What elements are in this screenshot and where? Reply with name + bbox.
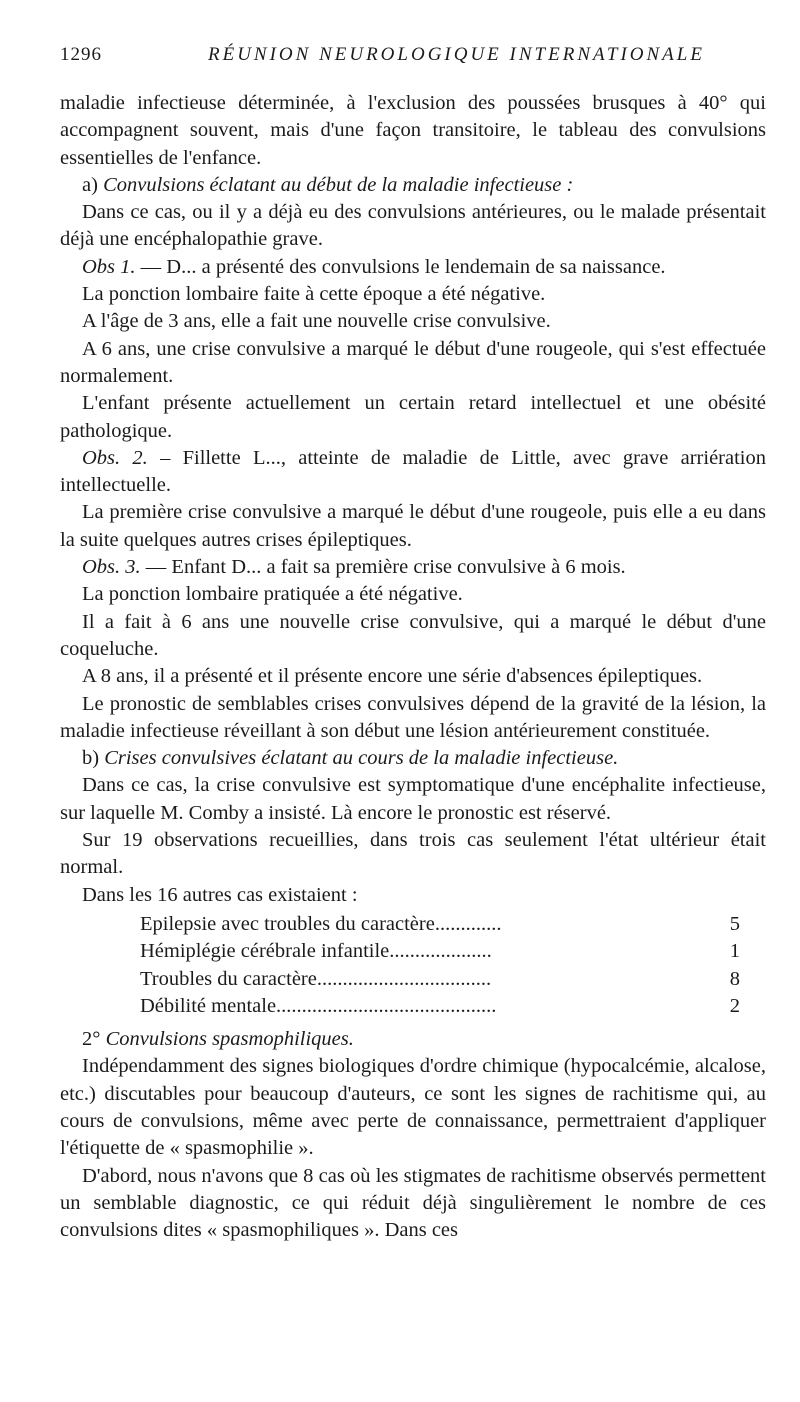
- outcome-count: 1: [729, 940, 740, 963]
- obs2-label: Obs. 2.: [82, 446, 148, 469]
- outcome-table: [140, 911, 740, 1020]
- obs2-paragraph-2: La première crise convulsive a marqué le début d'une rougeole, puis elle a eu dans la suite quelques autres crises épileptiques.: [60, 501, 766, 551]
- section-2-title: Convulsions spasmophiliques.: [105, 1028, 354, 1051]
- section-b-title: Crises convulsives éclatant au cours de la maladie infectieuse.: [104, 747, 619, 770]
- table-row: [140, 938, 740, 965]
- section-a-title: Convulsions éclatant au début de la maladie infectieuse :: [103, 173, 574, 196]
- table-row: [140, 966, 740, 993]
- section-2-label: 2°: [82, 1028, 101, 1051]
- running-title: RÉUNION NEUROLOGIQUE INTERNATIONALE: [208, 44, 705, 65]
- section-2-heading: [60, 1026, 766, 1053]
- section-a-label: a): [82, 173, 98, 196]
- intro-paragraph: maladie infectieuse déterminée, à l'exclusion des poussées brusques à 40° qui accompagnent souvent, mais d'une façon transitoire, le tableau des convulsions essentielles de l'enfance.: [60, 92, 766, 169]
- obs3-paragraph-4: A 8 ans, il a présenté et il présente encore une série d'absences épileptiques.: [82, 665, 703, 688]
- outcome-label: Epilepsie avec troubles du caractère.............: [140, 912, 502, 935]
- obs1-label: Obs 1.: [82, 255, 136, 278]
- obs3-text: — Enfant D... a fait sa première crise convulsive à 6 mois.: [140, 556, 626, 579]
- section-b-paragraph-2: Sur 19 observations recueillies, dans trois cas seulement l'état ultérieur était normal.: [60, 829, 766, 879]
- section-b-label: b): [82, 747, 100, 770]
- obs1-line: [60, 254, 766, 281]
- obs1-paragraph-4: A 6 ans, une crise convulsive a marqué le début d'une rougeole, qui s'est effectuée normalement.: [60, 337, 766, 387]
- obs2-text: – Fillette L..., atteinte de maladie de Little, avec grave arriération intellectuelle.: [60, 446, 766, 497]
- outcome-count: 5: [729, 912, 740, 935]
- outcome-count: 8: [729, 967, 740, 990]
- body-text: [60, 90, 766, 1244]
- outcome-count: 2: [729, 994, 740, 1017]
- obs1-paragraph-5: L'enfant présente actuellement un certain retard intellectuel et une obésité pathologique.: [60, 392, 766, 442]
- section-2-paragraph-1: Indépendamment des signes biologiques d'ordre chimique (hypocalcémie, alcalose, etc.) discutables pour beaucoup d'auteurs, ce sont les signes de rachitisme qui, au cours de convulsions, même avec perte de connaissance, permettraient d'appliquer l'étiquette de « spasmophilie ».: [60, 1055, 766, 1160]
- section-b-paragraph-1: Dans ce cas, la crise convulsive est symptomatique d'une encéphalite infectieuse, sur laquelle M. Comby a insisté. Là encore le pronostic est réservé.: [60, 774, 766, 824]
- outcome-label: Hémiplégie cérébrale infantile....................: [140, 940, 492, 963]
- section-b-paragraph-3: Dans les 16 autres cas existaient :: [82, 883, 358, 906]
- obs3-label: Obs. 3.: [82, 556, 141, 579]
- obs3-paragraph-3: Il a fait à 6 ans une nouvelle crise convulsive, qui a marqué le début d'une coqueluche.: [60, 610, 766, 660]
- section-2-paragraph-2: D'abord, nous n'avons que 8 cas où les stigmates de rachitisme observés permettent un semblable diagnostic, ce qui réduit déjà singulièrement le nombre de ces convulsions dites « spasmophiliques ». Dans ces: [60, 1164, 766, 1242]
- obs1-paragraph-3: A l'âge de 3 ans, elle a fait une nouvelle crise convulsive.: [82, 310, 551, 333]
- page-number: 1296: [60, 44, 102, 65]
- obs3-paragraph-2: La ponction lombaire pratiquée a été négative.: [82, 583, 463, 606]
- section-b-heading: [60, 745, 766, 772]
- table-row: [140, 911, 740, 938]
- section-a-paragraph: Dans ce cas, ou il y a déjà eu des convulsions antérieures, ou le malade présentait déjà une encéphalopathie grave.: [60, 201, 766, 251]
- outcome-label: Troubles du caractère..................................: [140, 967, 492, 990]
- obs1-paragraph-2: La ponction lombaire faite à cette époque a été négative.: [82, 283, 546, 306]
- obs3-line: [60, 554, 766, 581]
- obs1-text: — D... a présenté des convulsions le lendemain de sa naissance.: [135, 255, 666, 278]
- section-a-heading: [60, 172, 766, 199]
- outcome-label: Débilité mentale...........................................: [140, 994, 497, 1017]
- obs2-line: [60, 445, 766, 500]
- running-header: [60, 40, 766, 66]
- prognosis-paragraph: Le pronostic de semblables crises convulsives dépend de la gravité de la lésion, la maladie infectieuse réveillant à son début une lésion antérieurement constituée.: [60, 692, 766, 742]
- table-row: [140, 993, 740, 1020]
